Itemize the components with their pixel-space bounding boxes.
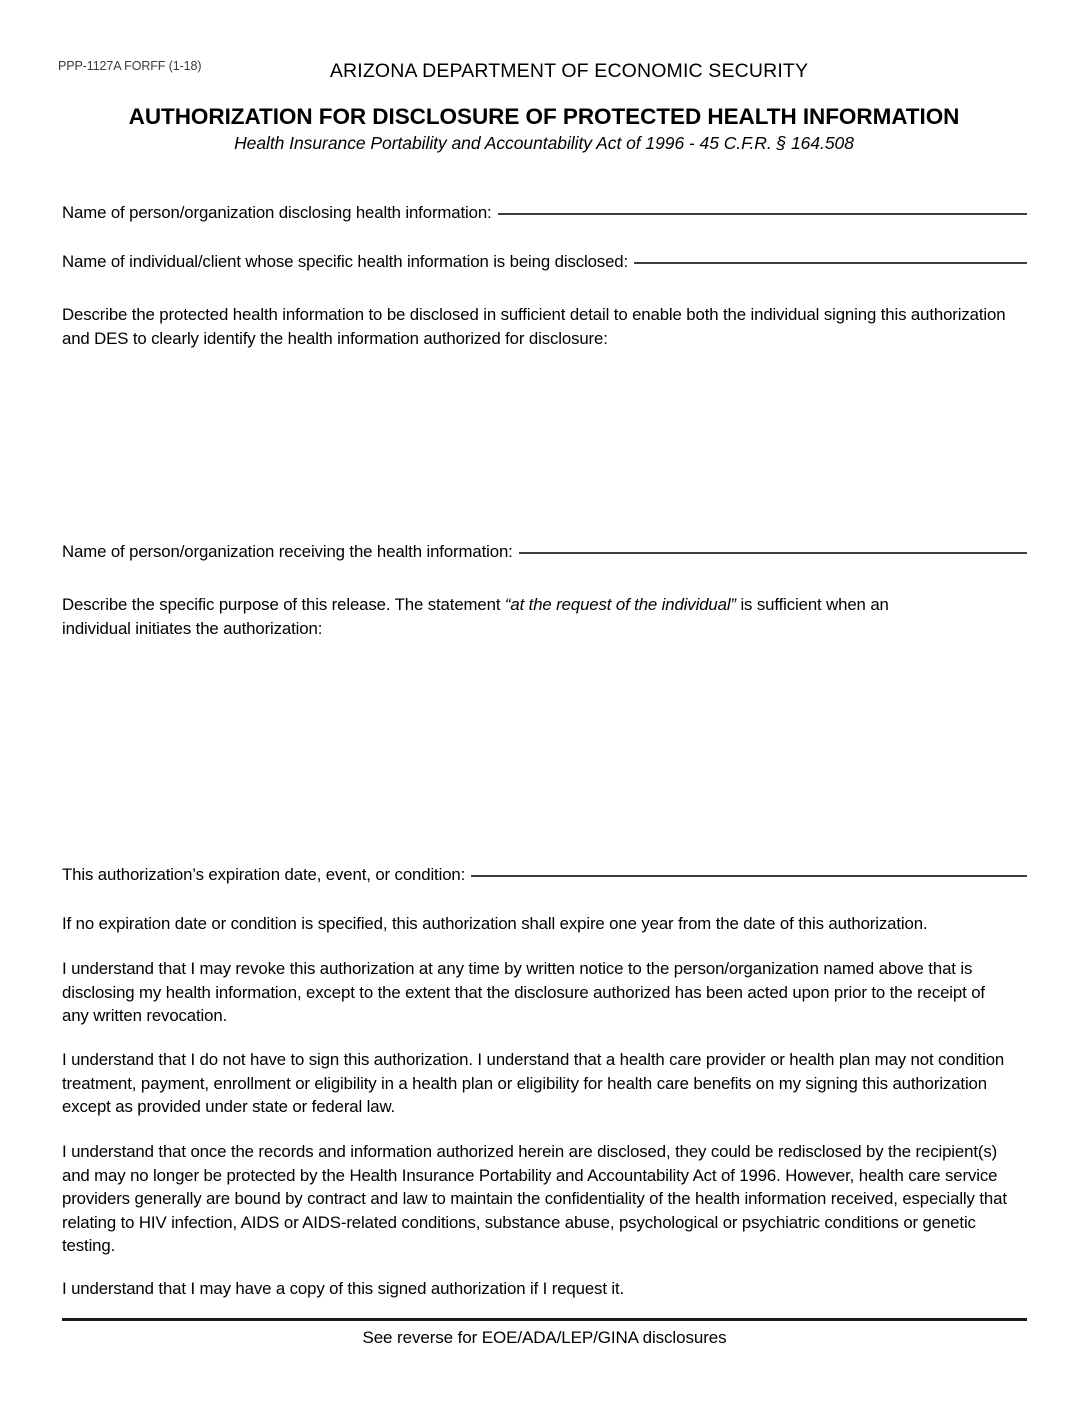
- field-client-name-label: Name of individual/client whose specific health information is being disclosed:: [62, 252, 629, 271]
- field-receiving-party: [62, 542, 1027, 562]
- field-client-name: [62, 252, 1027, 272]
- statement-copy-right: I understand that I may have a copy of this signed authorization if I request it.: [62, 1279, 625, 1298]
- statement-default-expiration: If no expiration date or condition is specified, this authorization shall expire one year from the date of this authorization.: [62, 914, 928, 933]
- agency-name: ARIZONA DEPARTMENT OF ECONOMIC SECURITY: [329, 60, 809, 82]
- statement-redisclosure: I understand that once the records and information authorized herein are disclosed, they could be redisclosed by the recipient(s) and may no longer be protected by the Health Insurance Portability and Accountability Act of 1996. However, health care service providers generally are bound by contract and law to maintain the confidentiality of the health information received, especially that relating to HIV infection, AIDS or AIDS-related conditions, substance abuse, psychological or psychiatric conditions or genetic testing.: [62, 1142, 1007, 1255]
- form-number: PPP-1127A FORFF (1-18): [58, 59, 202, 73]
- field-disclosing-party-label: Name of person/organization disclosing health information:: [62, 203, 492, 222]
- field-disclosing-party: [62, 203, 1027, 223]
- footer-notice: See reverse for EOE/ADA/LEP/GINA disclosures: [362, 1328, 727, 1347]
- prompt-purpose-italic-phrase: “at the request of the individual”: [504, 595, 736, 614]
- answer-area-describe-purpose[interactable]: [62, 648, 1027, 848]
- field-disclosing-party-input[interactable]: [498, 213, 1027, 215]
- statement-revocation: I understand that I may revoke this authorization at any time by written notice to the person/organization named above that is disclosing my health information, except to the extent that the disclosure authorized has been acted upon prior to the receipt of any written revocation.: [62, 959, 985, 1025]
- page-title: AUTHORIZATION FOR DISCLOSURE OF PROTECTED HEALTH INFORMATION: [128, 104, 960, 129]
- field-expiration: [62, 865, 1027, 885]
- field-client-name-input[interactable]: [634, 262, 1027, 264]
- prompt-purpose-part1: Describe the specific purpose of this release. The statement: [62, 595, 505, 614]
- prompt-describe-phi: Describe the protected health information to be disclosed in sufficient detail to enable both the individual signing this authorization and DES to clearly identify the health information authorized for disclosure:: [62, 305, 1006, 348]
- footer-divider: [62, 1318, 1027, 1321]
- answer-area-describe-phi[interactable]: [62, 358, 1027, 530]
- field-receiving-party-input[interactable]: [519, 552, 1027, 554]
- prompt-describe-purpose: [62, 593, 962, 640]
- field-receiving-party-label: Name of person/organization receiving the health information:: [62, 542, 513, 561]
- field-expiration-input[interactable]: [471, 875, 1027, 877]
- statement-no-conditioning: I understand that I do not have to sign this authorization. I understand that a health care provider or health plan may not condition treatment, payment, enrollment or eligibility in a health plan or eligibility for health care benefits on my signing this authorization except as provided under state or federal law.: [62, 1050, 1005, 1116]
- field-expiration-label: This authorization’s expiration date, event, or condition:: [62, 865, 466, 884]
- prompt-purpose-part2: is sufficient when an individual initiates the authorization:: [62, 595, 889, 638]
- document-subtitle: Health Insurance Portability and Accountability Act of 1996 - 45 C.F.R. § 164.508: [234, 133, 854, 153]
